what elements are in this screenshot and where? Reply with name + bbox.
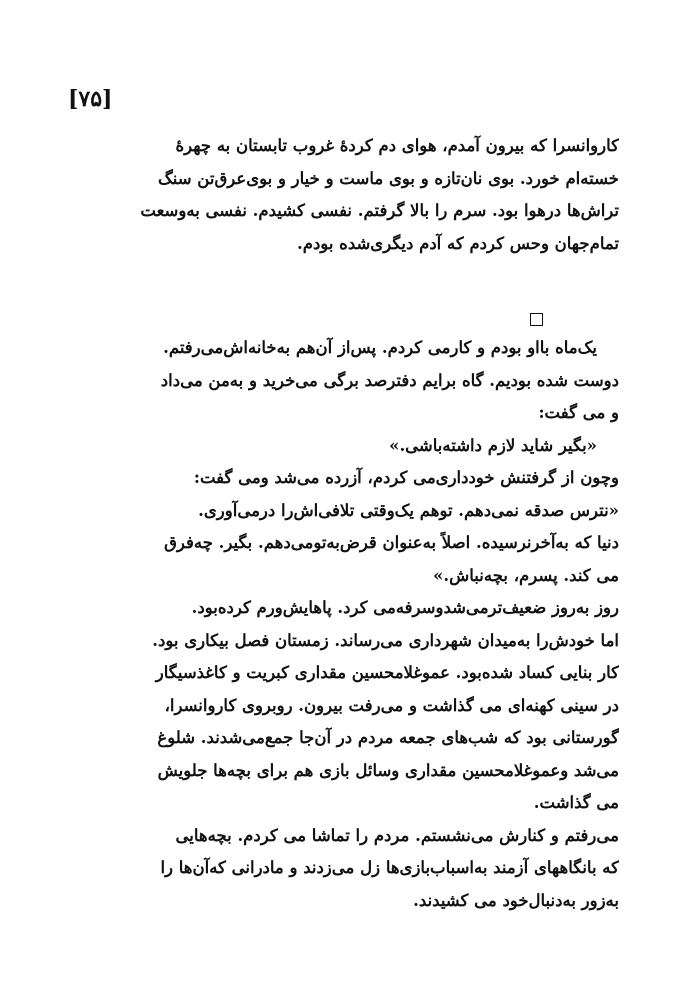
paragraph-1 — [62, 130, 619, 260]
text-line: دوست شده بودیم. گاه برایم دفترصد برگی می‌خرید و به‌من می‌داد — [160, 370, 619, 390]
text-line: اما خودش‌را به‌میدان شهرداری می‌رساند. زمستان فصل بیکاری بود. — [152, 630, 619, 650]
text-line: «نترس صدقه نمی‌دهم. توهم یک‌وقتی تلافی‌اش‌را درمی‌آوری. — [198, 500, 619, 520]
text-line: می‌رفتم و کنارش می‌نشستم. مردم را تماشا می کردم. بچه‌هایی — [175, 825, 619, 845]
text-line: گورستانی بود که شب‌های جمعه مردم در آن‌جا جمع‌می‌شدند. شلوغ — [157, 728, 619, 747]
text-line: یک‌ماه بااو بودم و کارمی کردم. پس‌از آن‌هم به‌خانه‌اش‌می‌رفتم. — [163, 338, 597, 357]
section-divider-box — [530, 313, 543, 326]
text-line: روز به‌روز ضعیف‌ترمی‌شدوسرفه‌می کرد. پاهایش‌ورم کرده‌بود. — [191, 598, 619, 617]
text-line: تراش‌ها درهوا بود. سرم را بالا گرفتم. نفسی کشیدم. نفسی به‌وسعت — [140, 201, 619, 220]
text-line: و می گفت: — [538, 403, 619, 422]
text-line: می گذاشت. — [533, 793, 619, 812]
text-line: تمام‌جهان وحس کردم که آدم دیگری‌شده بودم. — [297, 233, 619, 253]
text-line: کار بنایی کساد شده‌بود. عموغلامحسین مقداری کبریت و کاغذسیگار — [155, 663, 619, 682]
page-number: [۷۵] — [68, 86, 113, 112]
text-line: دنیا که به‌آخرنرسیده. اصلاً به‌عنوان قرض‌به‌تومی‌دهم. بگیر. چه‌فرق — [164, 533, 619, 552]
paragraph-2 — [62, 332, 619, 917]
text-line: وچون از گرفتنش خودداری‌می کردم، آزرده می‌شد ومی گفت: — [193, 468, 619, 487]
text-line: می‌شد وعموغلامحسین مقداری وسائل بازی هم برای بچه‌ها جلویش — [157, 760, 619, 780]
text-line: خسته‌ام خورد. بوی نان‌تازه و بوی ماست و خیار و بوی‌عرق‌تن سنگ‌ — [157, 168, 619, 188]
text-line: می کند. پسرم، بچه‌نباش.» — [433, 565, 619, 585]
text-line: به‌زور به‌دنبال‌خود می کشیدند. — [413, 890, 619, 910]
text-line: که بانگاههای آزمند به‌اسباب‌بازی‌ها زل می‌زدند و مادرانی که‌آن‌ها را — [160, 858, 619, 877]
text-line: در سینی کهنه‌ای می گذاشت و می‌رفت بیرون. روبروی کاروانسرا، — [164, 695, 619, 715]
text-line: «بگیر شاید لازم داشته‌باشی.» — [389, 435, 597, 455]
text-line: کاروانسرا که بیرون آمدم، هوای دم کردهٔ غروب تابستان به چهرهٔ — [175, 136, 619, 155]
